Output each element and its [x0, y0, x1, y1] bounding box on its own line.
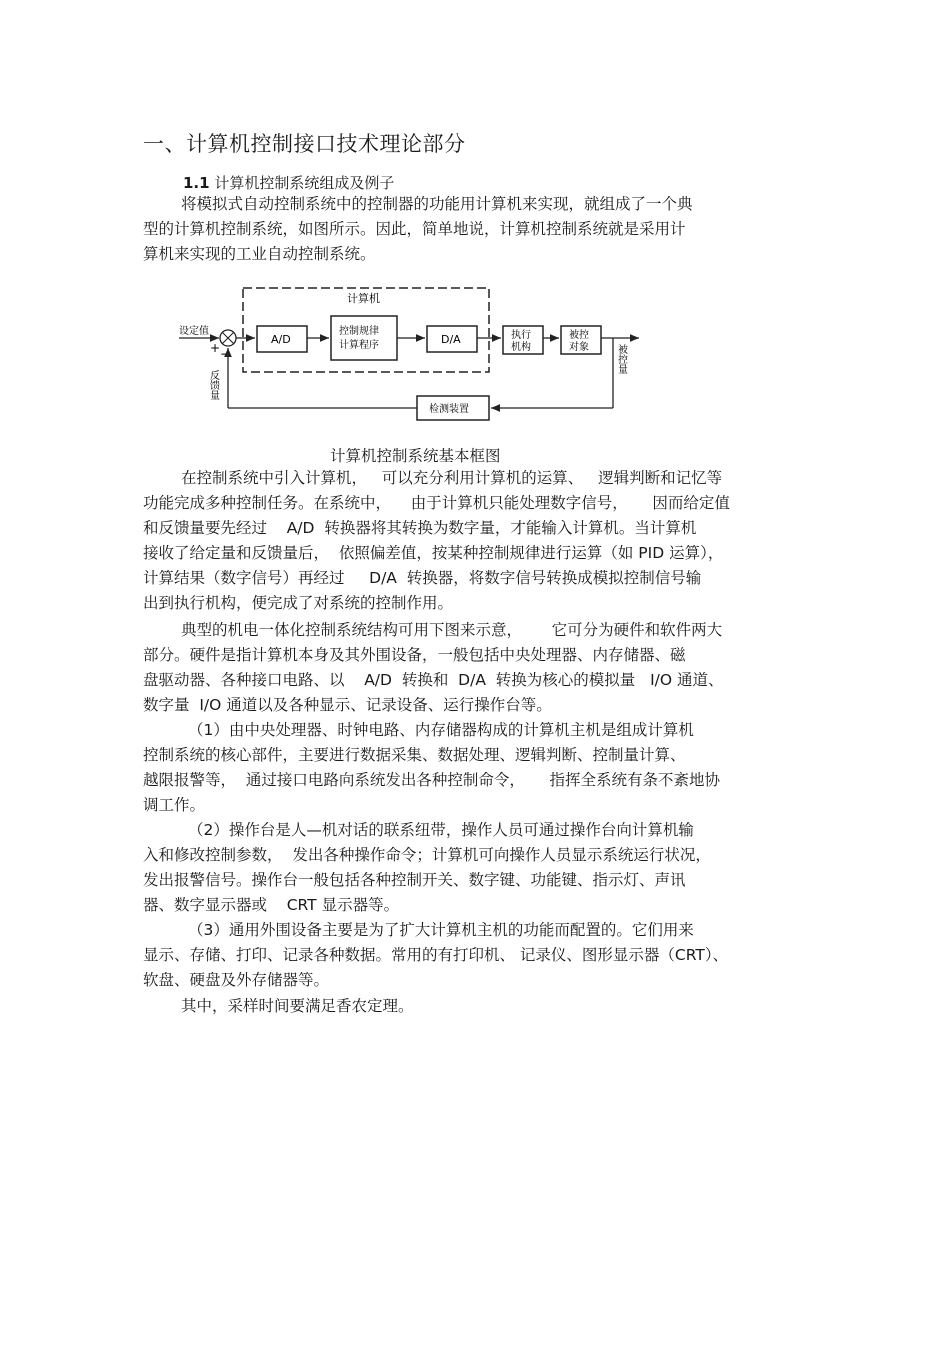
intro-line: 型的计算机控制系统，如图所示。因此，简单地说，计算机控制系统就是采用计	[143, 220, 686, 238]
control-law-line2: 计算程序	[339, 340, 379, 351]
computer-label: 计算机	[347, 292, 380, 305]
para2-line: 和反馈量要先经过 A/D 转换器将其转换为数字量，才能输入计算机。当计算机	[143, 519, 697, 537]
item3-line: 软盘、硬盘及外存储器等。	[143, 971, 330, 989]
control-law-line1: 控制规律	[339, 326, 379, 337]
para3-line: 典型的机电一体化控制系统结构可用下图来示意， 它可分为硬件和软件两大	[181, 621, 723, 639]
sensor-label: 检测装置	[429, 404, 469, 415]
feedback-label: 反馈量	[207, 370, 219, 400]
item2-line: 入和修改控制参数， 发出各种操作命令；计算机可向操作人员显示系统运行状况，	[143, 846, 711, 864]
item1-line: （1）由中央处理器、时钟电路、内存储器构成的计算机主机是组成计算机	[188, 721, 694, 739]
ad-label: A/D	[271, 333, 291, 346]
intro-line: 将模拟式自动控制系统中的控制器的功能用计算机来实现，就组成了一个典	[181, 195, 693, 213]
item3-line: （3）通用外围设备主要是为了扩大计算机主机的功能而配置的。它们用来	[188, 921, 694, 939]
item2-line: 器、数字显示器或 CRT 显示器等。	[143, 896, 400, 914]
item2-line: （2）操作台是人—机对话的联系纽带，操作人员可通过操作台向计算机输	[188, 821, 694, 839]
plus-sign: +	[210, 341, 221, 355]
para2-line: 在控制系统中引入计算机， 可以充分利用计算机的运算、 逻辑判断和记忆等	[181, 469, 723, 487]
item3-line: 显示、存储、打印、记录各种数据。常用的有打印机、 记录仪、图形显示器（CRT）、	[143, 946, 729, 964]
actuator-line2: 机构	[511, 342, 531, 353]
item1-line: 调工作。	[143, 796, 206, 814]
item1-line: 控制系统的核心部件，主要进行数据采集、数据处理、逻辑判断、控制量计算、	[143, 746, 686, 764]
subsection-title	[183, 172, 394, 193]
minus-sign: −	[220, 347, 231, 361]
da-label: D/A	[441, 333, 461, 346]
para2-line: 计算结果（数字信号）再经过 D/A 转换器，将数字信号转换成模拟控制信号输	[143, 569, 702, 587]
subsection-title-text: 计算机控制系统组成及例子	[214, 174, 395, 192]
setpoint-label: 设定值	[179, 326, 209, 337]
para2-line: 功能完成多种控制任务。在系统中， 由于计算机只能处理数字信号， 因而给定值	[143, 494, 730, 512]
actuator-line1: 执行	[511, 330, 531, 341]
subsection-number: 1.1	[183, 174, 210, 192]
item2-line: 发出报警信号。操作台一般包括各种控制开关、数字键、功能键、指示灯、声讯	[143, 871, 686, 889]
control-law-block	[331, 316, 397, 360]
intro-line: 算机来实现的工业自动控制系统。	[143, 245, 376, 263]
para3-line: 盘驱动器、各种接口电路、以 A/D 转换和 D/A 转换为核心的模拟量 I/O 通道、	[143, 671, 724, 689]
control-system-block-diagram	[175, 282, 665, 432]
para3-line: 数字量 I/O 通道以及各种显示、记录设备、运行操作台等。	[143, 696, 552, 714]
closing-line: 其中，采样时间要满足香农定理。	[181, 997, 414, 1015]
para2-line: 接收了给定量和反馈量后， 依照偏差值，按某种控制规律进行运算（如 PID 运算），	[143, 544, 724, 562]
item1-line: 越限报警等， 通过接口电路向系统发出各种控制命令， 指挥全系统有条不紊地协	[143, 771, 720, 789]
figure-caption: 计算机控制系统基本框图	[330, 447, 501, 465]
plant-line2: 对象	[569, 342, 589, 353]
para3-line: 部分。硬件是指计算机本身及其外围设备，一般包括中央处理器、内存储器、磁	[143, 646, 686, 664]
output-label: 被控量	[615, 344, 627, 374]
para2-line: 出到执行机构，便完成了对系统的控制作用。	[143, 594, 454, 612]
plant-line1: 被控	[569, 330, 589, 341]
section-heading: 一、计算机控制接口技术理论部分	[143, 132, 466, 156]
